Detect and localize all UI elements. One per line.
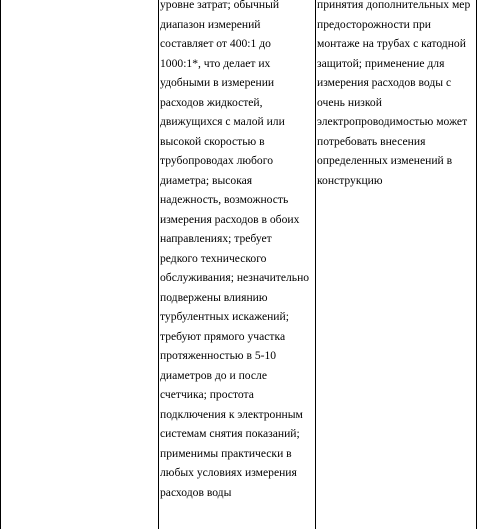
cell-text-line: уровне затрат; обычный <box>160 0 280 11</box>
cell-text-line: конструкцию <box>317 173 383 187</box>
cell-text-line: удобными в измерении <box>160 76 275 89</box>
cell-text-line: протяженностью в 5-10 <box>160 349 277 362</box>
cell-text-line: предосторожности при <box>317 17 431 31</box>
cell-text-line: определенных изменений в <box>317 154 453 167</box>
cell-text-line: движущихся с малой или <box>160 115 285 128</box>
cell-text-line: измерения расходов в обоих <box>160 212 300 226</box>
cell-text-line: трубопроводах любого <box>160 154 273 167</box>
cell-text-line: турбулентных искажений; <box>160 310 289 323</box>
cell-text-line: составляет от 400:1 до <box>160 37 271 50</box>
cell-text-line: электропроводимостью может <box>317 115 468 128</box>
cell-text-line: диаметра; высокая <box>160 173 253 187</box>
column-divider-1 <box>158 0 159 529</box>
cell-text-line: монтаже на трубах с катодной <box>317 37 466 50</box>
cell-text-line: подвержены влиянию <box>160 290 268 304</box>
cell-text-line: потребовать внесения <box>317 134 426 148</box>
cell-text-line: системам снятия показаний; <box>160 427 300 440</box>
cell-text-line: принятия дополнительных мер <box>317 0 471 11</box>
cell-text-line: диапазон измерений <box>160 17 261 31</box>
cell-text-line: защитой; применение для <box>317 56 445 70</box>
cell-text-line: очень низкой <box>317 95 382 109</box>
cell-text-line: счетчика; простота <box>160 388 254 401</box>
cell-text-line: любых условиях измерения <box>160 466 297 479</box>
cell-text-line: надежность, возможность <box>160 193 289 206</box>
table-cell-disadvantages <box>317 0 470 190</box>
cell-text-line: 1000:1*, что делает их <box>160 56 271 70</box>
table-border-right <box>476 0 477 529</box>
cell-text-line: требуют прямого участка <box>160 329 286 343</box>
table-border-left <box>0 0 1 529</box>
cell-text-line: обслуживания; незначительно <box>160 271 310 284</box>
table-cell-advantages <box>160 0 309 502</box>
cell-text-line: расходов воды <box>160 485 232 499</box>
cell-text-line: расходов жидкостей, <box>160 95 263 109</box>
cell-text-line: направлениях; требует <box>160 232 272 245</box>
cell-text-line: диаметров до и после <box>160 368 267 382</box>
cell-text-line: применимы практически в <box>160 446 292 460</box>
cell-text-line: подключения к электронным <box>160 407 303 421</box>
cell-text-line: редкого технического <box>160 251 267 265</box>
cell-text-line: измерения расходов воды с <box>317 76 452 89</box>
column-divider-2 <box>315 0 316 529</box>
cell-text-line: высокой скоростью в <box>160 134 265 148</box>
